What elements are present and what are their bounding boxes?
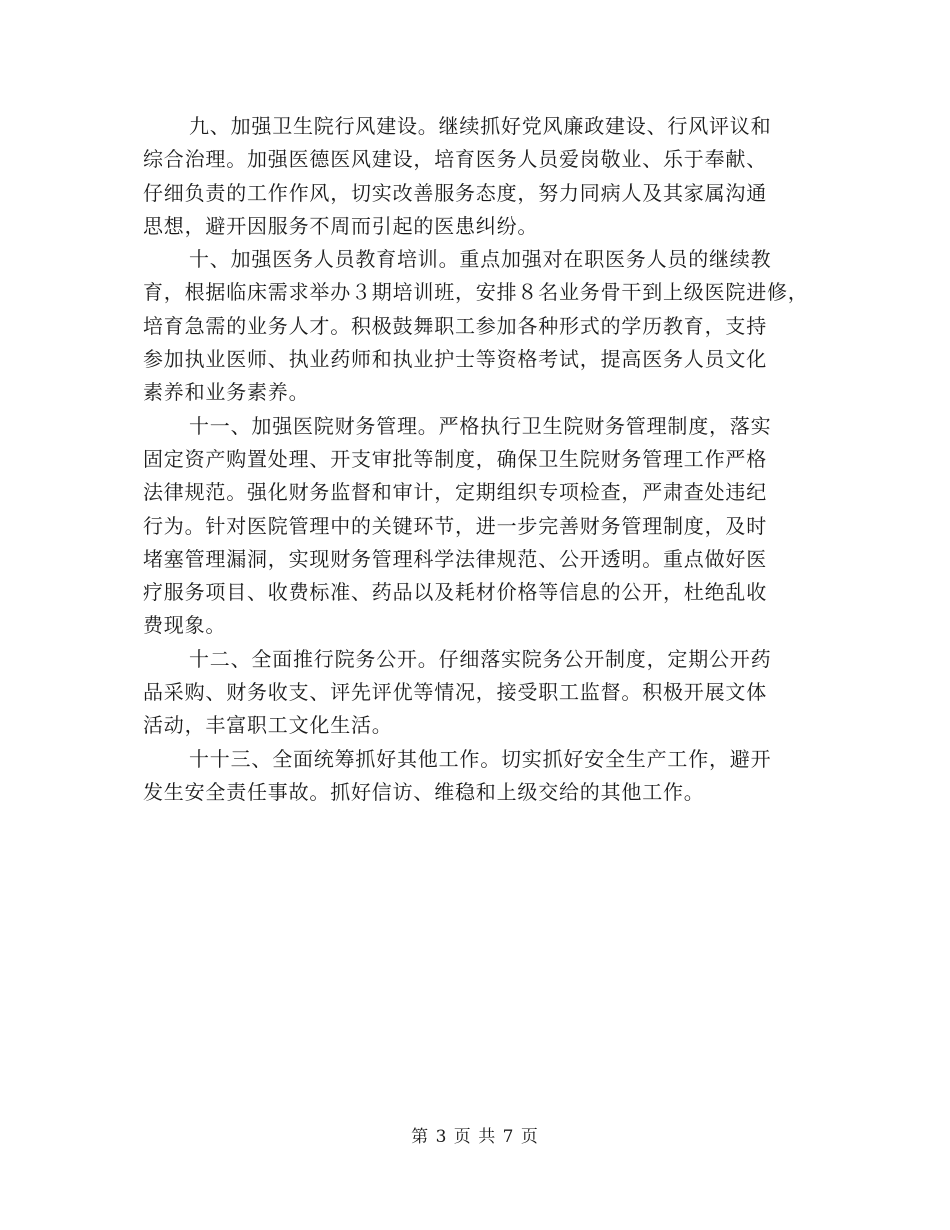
text-line: 费现象。 <box>143 613 227 638</box>
text-line: 育，根据临床需求举办３期培训班，安排８名业务骨干到上级医院进修， <box>143 280 809 305</box>
text-line: 十十三、全面统筹抓好其他工作。切实抓好安全生产工作，避开 <box>189 746 772 771</box>
text-line: 仔细负责的工作作风，切实改善服务态度，努力同病人及其家属沟通 <box>143 180 767 205</box>
text-line: 综合治理。加强医德医风建设，培育医务人员爱岗敬业、乐于奉献、 <box>143 147 767 172</box>
text-line: 活动，丰富职工文化生活。 <box>143 713 393 738</box>
paragraph-9 <box>143 110 833 243</box>
text-line: 思想，避开因服务不周而引起的医患纠纷。 <box>143 213 539 238</box>
paragraph-13 <box>143 743 833 810</box>
text-line: 参加执业医师、执业药师和执业护士等资格考试，提高医务人员文化 <box>143 347 767 372</box>
text-line: 培育急需的业务人才。积极鼓舞职工参加各种形式的学历教育，支持 <box>143 313 767 338</box>
document-body <box>143 110 833 809</box>
text-line: 十一、加强医院财务管理。严格执行卫生院财务管理制度，落实 <box>189 413 772 438</box>
text-line: 行为。针对医院管理中的关键环节，进一步完善财务管理制度，及时 <box>143 513 767 538</box>
text-line: 堵塞管理漏洞，实现财务管理科学法律规范、公开透明。重点做好医 <box>143 546 767 571</box>
paragraph-12 <box>143 643 833 743</box>
text-line: 十二、全面推行院务公开。仔细落实院务公开制度，定期公开药 <box>189 646 772 671</box>
paragraph-11 <box>143 410 833 643</box>
text-line: 疗服务项目、收费标准、药品以及耗材价格等信息的公开，杜绝乱收 <box>143 580 767 605</box>
text-line: 品采购、财务收支、评先评优等情况，接受职工监督。积极开展文体 <box>143 680 767 705</box>
text-line: 九、加强卫生院行风建设。继续抓好党风廉政建设、行风评议和 <box>189 114 772 138</box>
text-line: 固定资产购置处理、开支审批等制度，确保卫生院财务管理工作严格 <box>143 446 767 471</box>
text-line: 法律规范。强化财务监督和审计，定期组织专项检查，严肃查处违纪 <box>143 480 767 505</box>
text-line: 发生安全责任事故。抓好信访、维稳和上级交给的其他工作。 <box>143 779 705 804</box>
page-number-footer: 第 3 页 共 7 页 <box>411 1127 539 1147</box>
paragraph-10 <box>143 243 833 409</box>
text-line: 素养和业务素养。 <box>143 380 310 405</box>
text-line: 十、加强医务人员教育培训。重点加强对在职医务人员的继续教 <box>189 247 772 272</box>
